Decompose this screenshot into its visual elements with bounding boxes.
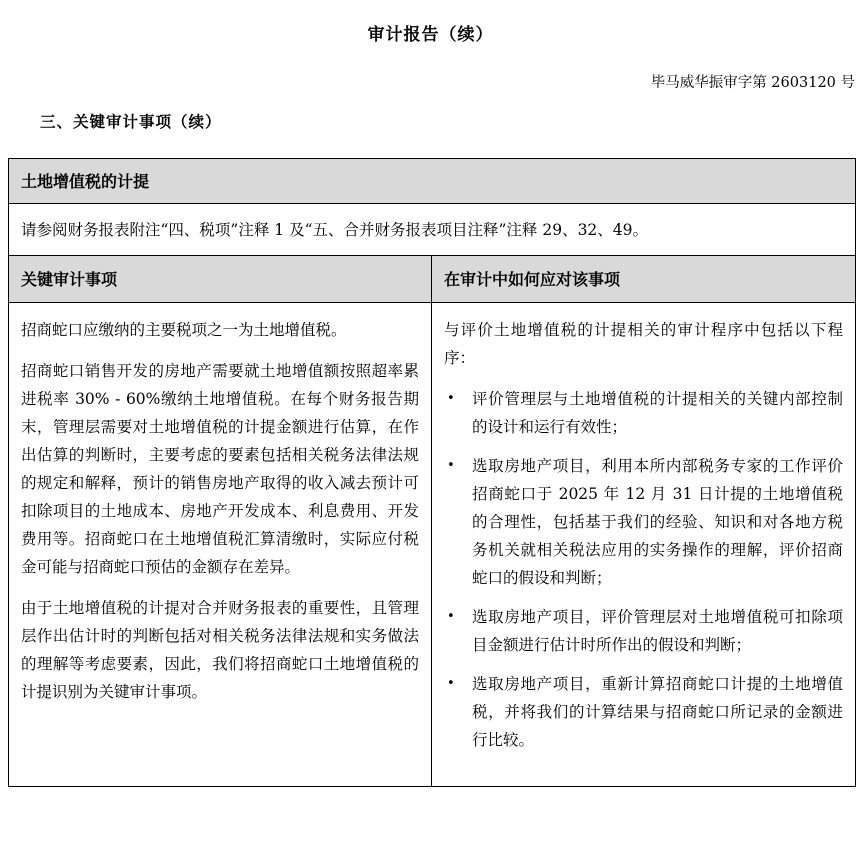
audit-document-number: 毕马威华振审字第 2603120 号 (650, 75, 855, 91)
matter-paragraph: 由于土地增值税的计提对合并财务报表的重要性，且管理层作出估计时的判断包括对相关税务法律法规和实务做法的理解等考虑要素，因此，我们将招商蛇口土地增值税的计提识别为关键审计事项。 (21, 599, 419, 701)
bullet-icon: • (447, 676, 455, 691)
matter-title-row: 土地增值税的计提 (9, 159, 855, 204)
matter-paragraph: 招商蛇口销售开发的房地产需要就土地增值额按照超率累进税率 30% - 60%缴纳土地增值税。在每个财务报告期末，管理层需要对土地增值税的计提金额进行估算，在作出估算的判断时，主要考虑的要素包括相关税务法律法规的规定和解释，预计的销售房地产取得的收入减去预计可扣除项目的土地成本、房地产开发成本、利息费用、开发费用等。招商蛇口在土地增值税汇算清缴时，实际应付税金可能与招商蛇口预估的金额存在差异。 (21, 362, 419, 576)
bullet-icon: • (447, 391, 455, 406)
column-header-row (9, 256, 855, 303)
bullet-icon: • (447, 458, 455, 473)
response-bullet-item (444, 603, 843, 659)
response-bullet-item (444, 385, 843, 441)
page-title: 审计报告（续） (367, 25, 494, 44)
response-bullet-list (444, 385, 843, 754)
response-bullet-item (444, 670, 843, 754)
section-heading-key-audit-matters: 三、关键审计事项（续） (40, 114, 222, 131)
audit-response-cell (432, 303, 855, 786)
key-audit-matter-table (8, 158, 856, 787)
table-body-row (9, 303, 855, 786)
response-bullet-text: 评价管理层与土地增值税的计提相关的关键内部控制的设计和运行有效性； (472, 390, 843, 436)
response-intro: 与评价土地增值税的计提相关的审计程序中包括以下程序： (444, 321, 843, 367)
response-bullet-text: 选取房地产项目，重新计算招商蛇口计提的土地增值税，并将我们的计算结果与招商蛇口所记录的金额进行比较。 (472, 675, 843, 749)
key-audit-matter-cell (9, 303, 432, 786)
bullet-icon: • (447, 609, 455, 624)
column-header-audit-response: 在审计中如何应对该事项 (444, 272, 621, 289)
reference-note-row: 请参阅财务报表附注“四、税项”注释 1 及“五、合并财务报表项目注释”注释 29、32、49。 (9, 204, 855, 256)
matter-paragraph: 招商蛇口应缴纳的主要税项之一为土地增值税。 (21, 321, 347, 339)
column-header-key-audit-matter: 关键审计事项 (9, 256, 432, 302)
response-bullet-text: 选取房地产项目，评价管理层对土地增值税可扣除项目金额进行估计时所作出的假设和判断； (472, 608, 843, 654)
response-bullet-text: 选取房地产项目，利用本所内部税务专家的工作评价招商蛇口于 2025 年 12 月 31 日计提的土地增值税的合理性，包括基于我们的经验、知识和对各地方税务机关就相关税法应用的实务操作的理解，评价招商蛇口的假设和判断； (472, 457, 843, 587)
response-bullet-item (444, 452, 843, 592)
